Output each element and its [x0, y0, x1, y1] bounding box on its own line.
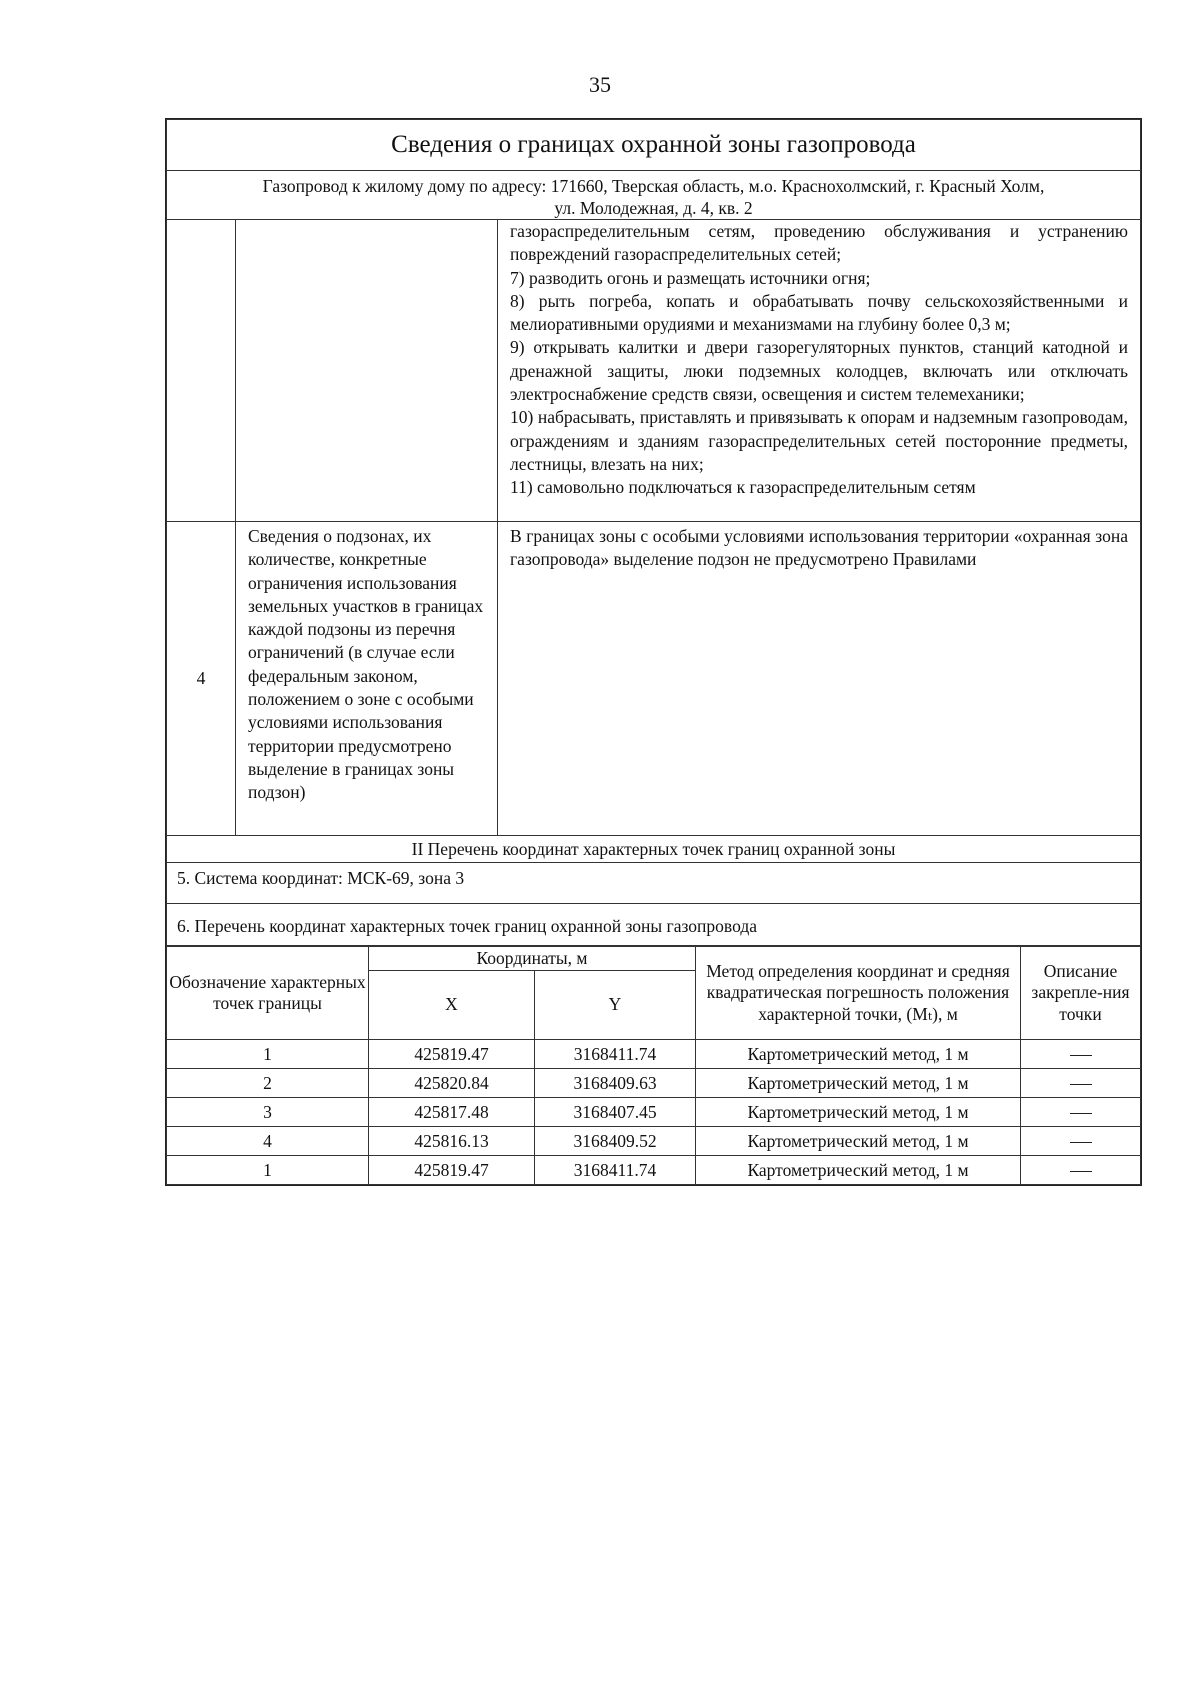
dash-mark: [1070, 1113, 1092, 1114]
header-description: Описание закрепле-ния точки: [1021, 947, 1141, 1040]
cell-method: Картометрический метод, 1 м: [696, 1069, 1021, 1098]
cell-description: [1021, 1069, 1141, 1098]
row-number: 4: [167, 522, 236, 836]
zone-info-table: [166, 119, 1141, 946]
restriction-item: газораспределительным сетям, проведению обслуживания и устранению повреждений газораспределительных сетей;: [510, 221, 1128, 265]
object-address-line-2: ул. Молодежная, д. 4, кв. 2: [554, 198, 753, 218]
coordinates-list-title: 6. Перечень координат характерных точек границ охранной зоны газопровода: [167, 904, 1141, 946]
restriction-item: 8) рыть погреба, копать и обрабатывать почву сельскохозяйственными и мелиоративными орудиями и механизмами на глубину более 0,3 м;: [510, 290, 1128, 335]
cell-x: 425816.13: [369, 1127, 535, 1156]
restriction-item: 10) набрасывать, приставлять и привязывать к опорам и надземным газопроводам, ограждениям и зданиям газораспределительных сетей посторонние предметы, лестницы, влезать на них;: [510, 407, 1128, 474]
document-frame: [165, 118, 1142, 1186]
restriction-item: 7) разводить огонь и размещать источники огня;: [510, 267, 871, 288]
cell-point: 1: [167, 1040, 369, 1069]
restriction-item: 9) открывать калитки и двери газорегуляторных пунктов, станций катодной и дренажной защиты, люки подземных колодцев, включать или отключать электроснабжение средств связи, освещения и систем телемеханики;: [510, 337, 1128, 405]
cell-y: 3168411.74: [535, 1156, 696, 1185]
row-number-empty: [167, 220, 236, 522]
document-title: Сведения о границах охранной зоны газопровода: [167, 120, 1141, 171]
cell-description: [1021, 1098, 1141, 1127]
object-address: [167, 171, 1141, 220]
coordinate-system: 5. Система координат: МСК-69, зона 3: [167, 863, 1141, 904]
cell-method: Картометрический метод, 1 м: [696, 1040, 1021, 1069]
restrictions-continued: [498, 220, 1141, 522]
cell-y: 3168409.63: [535, 1069, 696, 1098]
cell-point: 3: [167, 1098, 369, 1127]
cell-y: 3168409.52: [535, 1127, 696, 1156]
row-label-empty: [236, 220, 498, 522]
cell-description: [1021, 1040, 1141, 1069]
page-number: 35: [589, 72, 611, 97]
coordinates-table: [166, 946, 1141, 1185]
header-x: X: [369, 971, 535, 1040]
cell-method: Картометрический метод, 1 м: [696, 1098, 1021, 1127]
cell-point: 2: [167, 1069, 369, 1098]
cell-description: [1021, 1127, 1141, 1156]
section-2-title: II Перечень координат характерных точек границ охранной зоны: [167, 836, 1141, 863]
table-row: [167, 1127, 1141, 1156]
cell-x: 425819.47: [369, 1040, 535, 1069]
cell-y: 3168411.74: [535, 1040, 696, 1069]
table-row: [167, 1069, 1141, 1098]
object-address-line-1: Газопровод к жилому дому по адресу: 171660, Тверская область, м.о. Краснохолмский, г. Красный Холм,: [262, 176, 1045, 196]
cell-description: [1021, 1156, 1141, 1185]
table-row: [167, 1156, 1141, 1185]
header-method: Метод определения координат и средняя квадратическая погрешность положения характерной точки, (Mₜ), м: [696, 947, 1021, 1040]
dash-mark: [1070, 1142, 1092, 1143]
cell-x: 425817.48: [369, 1098, 535, 1127]
cell-x: 425819.47: [369, 1156, 535, 1185]
header-y: Y: [535, 971, 696, 1040]
cell-method: Картометрический метод, 1 м: [696, 1156, 1021, 1185]
cell-point: 4: [167, 1127, 369, 1156]
table-row: [167, 1098, 1141, 1127]
row-value: В границах зоны с особыми условиями использования территории «охранная зона газопровода» выделение подзон не предусмотрено Правилами: [498, 522, 1141, 836]
restriction-item: 11) самовольно подключаться к газораспределительным сетям: [510, 477, 976, 498]
cell-y: 3168407.45: [535, 1098, 696, 1127]
row-label: Сведения о подзонах, их количестве, конкретные ограничения использования земельных участков в границах каждой подзоны из перечня ограничений (в случае если федеральным законом, положением о зоне с особыми условиями использования территории предусмотрено выделение в границах зоны подзон): [236, 522, 498, 836]
cell-method: Картометрический метод, 1 м: [696, 1127, 1021, 1156]
dash-mark: [1070, 1055, 1092, 1056]
dash-mark: [1070, 1084, 1092, 1085]
table-row: [167, 1040, 1141, 1069]
dash-mark: [1070, 1171, 1092, 1172]
header-point: Обозначение характерных точек границы: [167, 947, 369, 1040]
cell-x: 425820.84: [369, 1069, 535, 1098]
header-coordinates: Координаты, м: [369, 947, 696, 971]
cell-point: 1: [167, 1156, 369, 1185]
